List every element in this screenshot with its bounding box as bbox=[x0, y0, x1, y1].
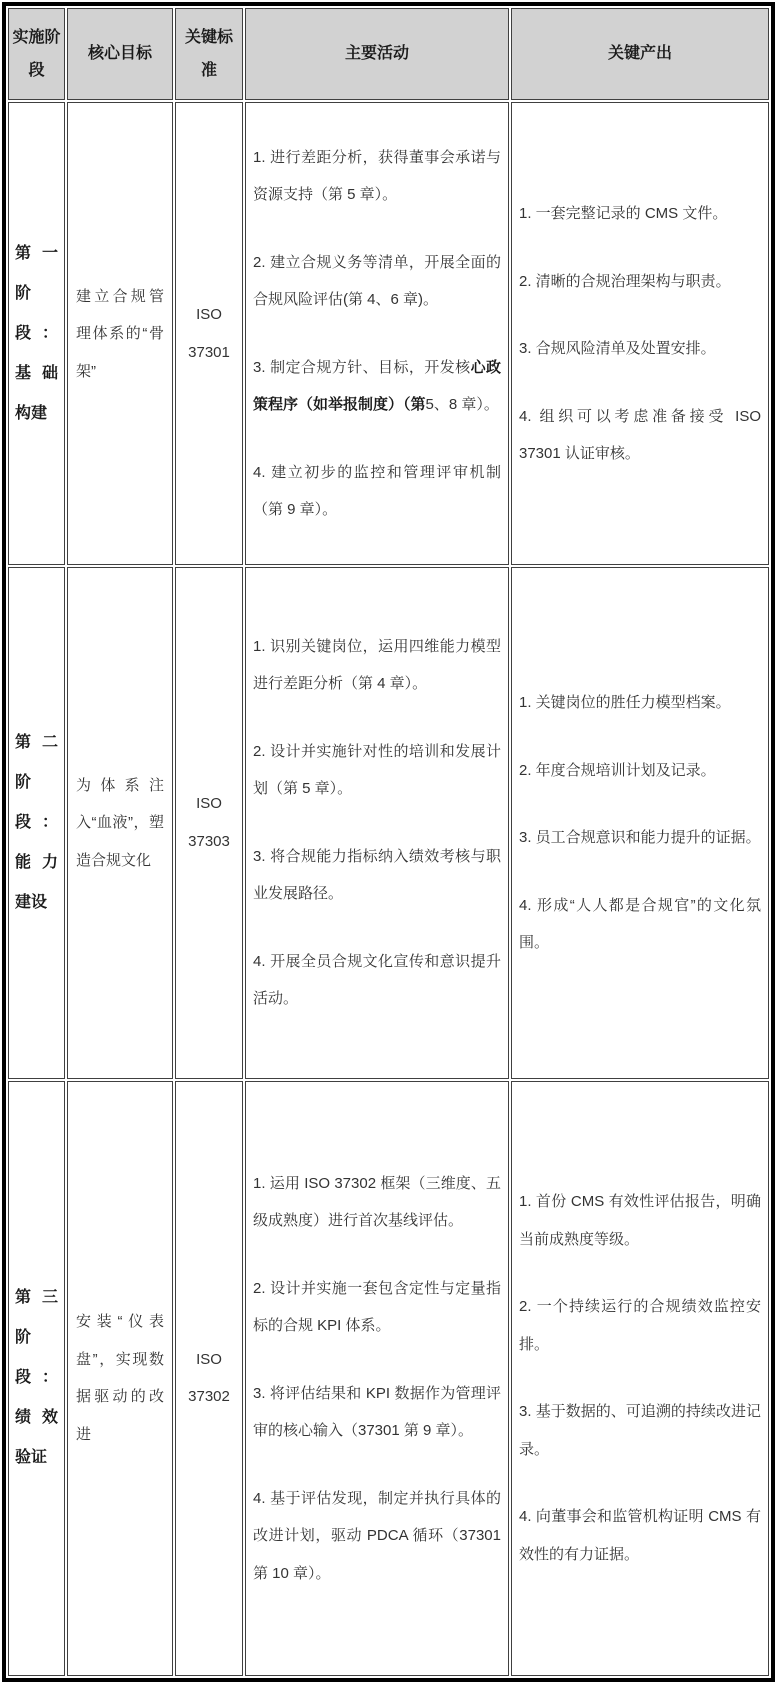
phase2-name: 第二阶段：能力建设 bbox=[8, 567, 65, 1078]
output-item: 1. 首份 CMS 有效性评估报告，明确当前成熟度等级。 bbox=[519, 1193, 761, 1248]
activity-item: 4. 建立初步的监控和管理评审机制（第 9 章）。 bbox=[253, 463, 501, 519]
activity-item: 2. 建立合规义务等清单，开展全面的合规风险评估(第 4、6 章)。 bbox=[253, 253, 501, 309]
phase1-outputs bbox=[511, 102, 769, 565]
phase3-name: 第三阶段：绩效验证 bbox=[8, 1081, 65, 1676]
activity-item: 3. 将合规能力指标纳入绩效考核与职业发展路径。 bbox=[253, 847, 501, 903]
header-activities: 主要活动 bbox=[245, 8, 509, 100]
output-item: 4. 形成“人人都是合规官”的文化氛围。 bbox=[519, 896, 761, 952]
output-item: 2. 一个持续运行的合规绩效监控安排。 bbox=[519, 1298, 761, 1353]
phase3-activities bbox=[245, 1081, 509, 1676]
output-item: 2. 清晰的合规治理架构与职责。 bbox=[519, 272, 731, 290]
header-phase: 实施阶段 bbox=[8, 8, 65, 100]
header-outputs: 关键产出 bbox=[511, 8, 769, 100]
activity-item: 2. 设计并实施一套包含定性与定量指标的合规 KPI 体系。 bbox=[253, 1279, 501, 1335]
phase2-standard: ISO 37303 bbox=[175, 567, 243, 1078]
phase2-outputs bbox=[511, 567, 769, 1078]
output-item: 1. 一套完整记录的 CMS 文件。 bbox=[519, 205, 728, 223]
table-row-phase2 bbox=[8, 567, 769, 1078]
header-standard: 关键标准 bbox=[175, 8, 243, 100]
header-row bbox=[8, 8, 769, 100]
activity-item: 2. 设计并实施针对性的培训和发展计划（第 5 章）。 bbox=[253, 742, 501, 798]
phase1-activities bbox=[245, 102, 509, 565]
bold-span: 心政策程序（如举报制度）（第 bbox=[253, 358, 501, 414]
phase3-outputs bbox=[511, 1081, 769, 1676]
implementation-phases-table bbox=[2, 2, 775, 1682]
header-goal: 核心目标 bbox=[67, 8, 173, 100]
output-item: 4. 组织可以考虑准备接受 ISO 37301 认证审核。 bbox=[519, 407, 761, 463]
output-item: 3. 员工合规意识和能力提升的证据。 bbox=[519, 829, 761, 847]
activity-item: 1. 运用 ISO 37302 框架（三维度、五级成熟度）进行首次基线评估。 bbox=[253, 1174, 501, 1230]
output-item: 4. 向董事会和监管机构证明 CMS 有效性的有力证据。 bbox=[519, 1508, 761, 1563]
phase3-standard: ISO 37302 bbox=[175, 1081, 243, 1676]
output-item: 3. 基于数据的、可追溯的持续改进记录。 bbox=[519, 1403, 761, 1458]
phase1-standard: ISO 37301 bbox=[175, 102, 243, 565]
activity-item: 1. 识别关键岗位，运用四维能力模型进行差距分析（第 4 章）。 bbox=[253, 637, 501, 693]
phase2-goal: 为体系注入“血液”，塑造合规文化 bbox=[67, 567, 173, 1078]
activity-item: 4. 开展全员合规文化宣传和意识提升活动。 bbox=[253, 952, 501, 1008]
table-row-phase1 bbox=[8, 102, 769, 565]
activity-item: 1. 进行差距分析，获得董事会承诺与资源支持（第 5 章）。 bbox=[253, 148, 501, 204]
output-item: 3. 合规风险清单及处置安排。 bbox=[519, 340, 716, 358]
activity-item: 3. 制定合规方针、目标，开发核心政策程序（如举报制度）（第5、8 章）。 bbox=[253, 358, 501, 414]
table-row-phase3 bbox=[8, 1081, 769, 1676]
phase1-name: 第一阶段：基础构建 bbox=[8, 102, 65, 565]
output-item: 1. 关键岗位的胜任力模型档案。 bbox=[519, 694, 731, 712]
phase3-goal: 安装“仪表盘”，实现数据驱动的改进 bbox=[67, 1081, 173, 1676]
activity-item: 4. 基于评估发现，制定并执行具体的改进计划，驱动 PDCA 循环（37301 第 10 章）。 bbox=[253, 1489, 501, 1582]
activity-item: 3. 将评估结果和 KPI 数据作为管理评审的核心输入（37301 第 9 章）。 bbox=[253, 1384, 501, 1440]
output-item: 2. 年度合规培训计划及记录。 bbox=[519, 761, 716, 779]
phase2-activities bbox=[245, 567, 509, 1078]
phase1-goal: 建立合规管理体系的“骨架” bbox=[67, 102, 173, 565]
